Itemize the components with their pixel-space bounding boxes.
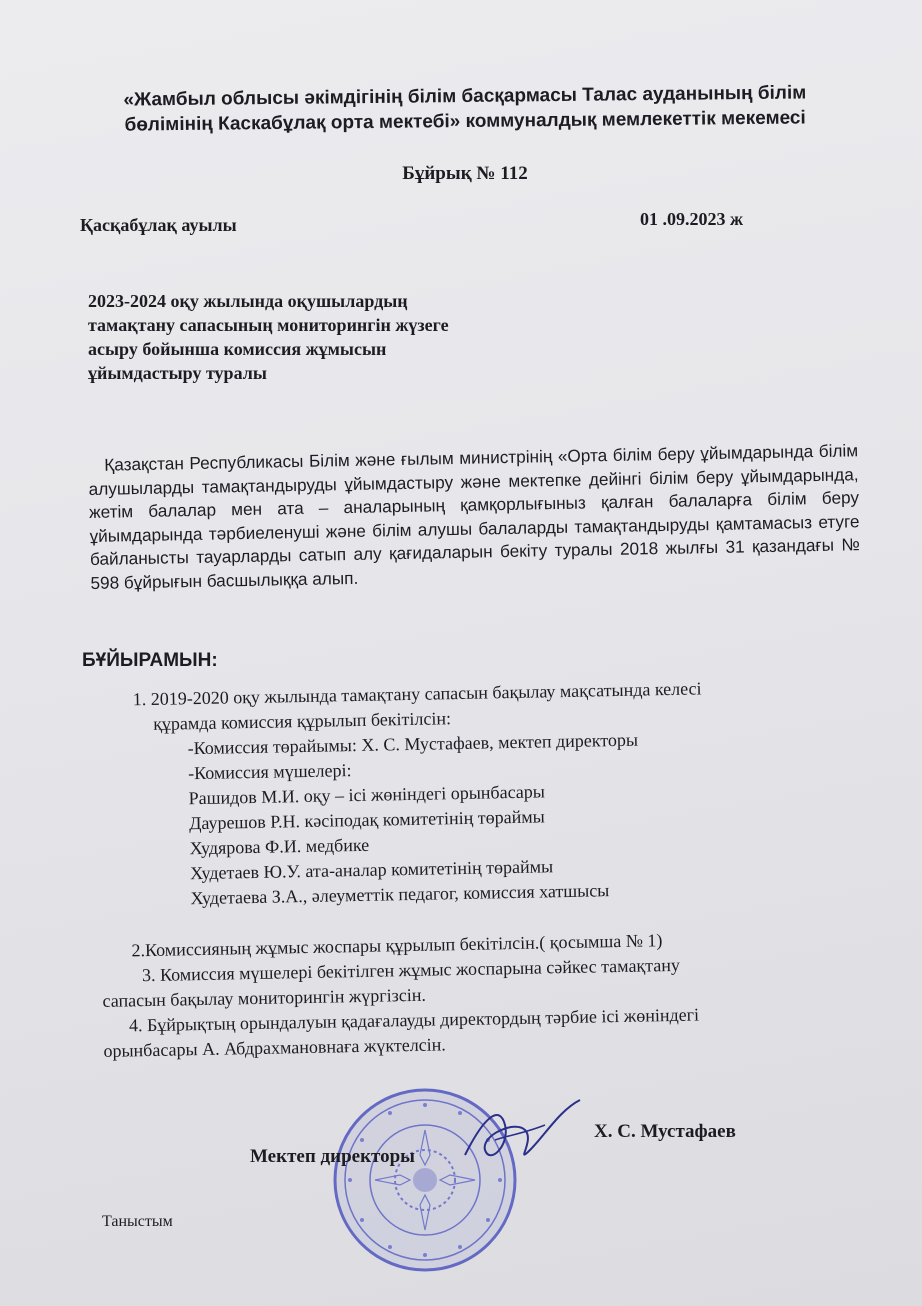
item-2: 2.Комиссияның жұмыс жоспары құрылып бекітілсін.( қосымша № 1) xyxy=(131,930,663,961)
commission-members-label: -Комиссия мүшелері: xyxy=(187,760,352,784)
subject-line: ұйымдастыру туралы xyxy=(88,363,267,383)
commission-member: Худетаева З.А., әлеуметтік педагог, комиссия хатшысы xyxy=(190,880,610,909)
order-date: 01 .09.2023 ж xyxy=(640,209,744,229)
item-4-line-1: 4. Бұйрықтың орындалуын қадағалауды директордың тәрбие ісі жөніндегі xyxy=(128,1004,700,1036)
header-line-2: бөлімінің Каскабұлақ орта мектебі» коммуналдық мемлекеттік мекемесі xyxy=(124,107,806,136)
item-4-line-2: орынбасары А. Абдрахмановнаға жүктелсін. xyxy=(103,1034,447,1061)
commission-member: Худярова Ф.И. медбике xyxy=(189,834,370,859)
item-3-line-1: 3. Комиссия мүшелері бекітілген жұмыс жоспарына сәйкес тамақтану xyxy=(141,954,681,986)
handwritten-signature xyxy=(455,1095,585,1175)
place-name: Қасқабұлақ ауылы xyxy=(80,215,237,235)
subject-line: асыру бойынша комиссия жұмысын xyxy=(88,339,387,359)
item-1-line-1: 1. 2019-2020 оқу жылында тамақтану сапасын бақылау мақсатында келесі xyxy=(132,678,702,710)
signatory-name: Х. С. Мустафаев xyxy=(594,1121,736,1142)
order-subject xyxy=(88,289,558,385)
subject-line: тамақтану сапасының мониторингін жүзеге xyxy=(88,315,449,335)
preamble-paragraph: Қазақстан Республикасы Білім және ғылым министрінің «Орта білім беру ұйымдарында білім алушыларды тамақтандыруды ұйымдастыру және мектепке дейінгі білім беру ұйымдарында, жетім балалар мен ата – аналарының қамқорлығыныз қалған балаларға білім беру ұйымдарында тәрбиеленуші және білім алушы балаларды тамақтандыруды қамтамасыз етуге байланысты тауарларды сатып алу қағидаларын бекіту туралы 2018 жылғы 31 қазандағы № 598 бұйрығын басшылыққа алып. xyxy=(88,440,861,593)
header-line-1: «Жамбыл облысы әкімдігінің білім басқармасы Талас ауданының білім xyxy=(123,82,807,111)
order-word: БҰЙЫРАМЫН: xyxy=(82,650,218,671)
acknowledgement-label: Таныстым xyxy=(102,1213,173,1230)
commission-chair: -Комиссия төрайымы: Х. С. Мустафаев, мектеп директоры xyxy=(187,729,639,759)
signature-label: Мектеп директоры xyxy=(250,1146,416,1167)
institution-header xyxy=(90,80,840,138)
subject-line: 2023-2024 оқу жылында оқушылардың xyxy=(88,291,408,311)
order-items xyxy=(96,647,874,1064)
order-number: Бұйрық № 112 xyxy=(402,163,528,184)
item-3-line-2: сапасын бақылау мониторингін жүргізсін. xyxy=(102,984,427,1011)
commission-member: Даурешов Р.Н. кәсіподақ комитетінің төраймы xyxy=(188,806,545,834)
commission-member: Худетаев Ю.У. ата-аналар комитетінің төраймы xyxy=(189,856,554,884)
commission-member: Рашидов М.И. оқу – ісі жөніндегі орынбасары xyxy=(188,781,546,809)
item-1-line-2: құрамда комиссия құрылып бекітілсін: xyxy=(153,708,452,734)
